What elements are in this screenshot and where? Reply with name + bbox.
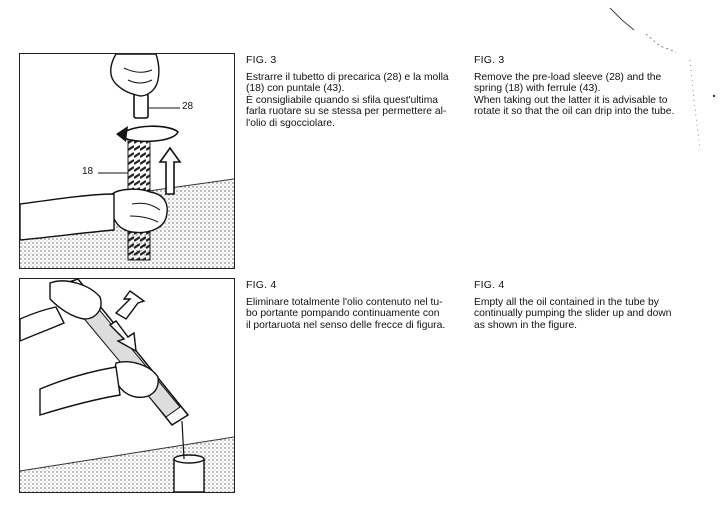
text-line: bo portante pompando continuamente con [246, 308, 440, 320]
text-line: Remove the pre-load sleeve (28) and the [474, 71, 662, 83]
text-line: as shown in the figure. [474, 319, 578, 331]
figure-4-italian-text [246, 280, 468, 331]
figure-4-english-text [474, 280, 710, 331]
text-line: farla ruotare su se stessa per permettere al- [246, 106, 447, 118]
lower-hand [112, 189, 167, 232]
figure-4-english-heading: FIG. 4 [474, 279, 505, 291]
figure-3-english-heading: FIG. 3 [474, 54, 505, 66]
text-line: Empty all the oil contained in the tube by [474, 296, 659, 308]
callout-28-label: 28 [182, 101, 194, 112]
text-line: È consigliabile quando si sfila quest'ultima [246, 94, 438, 106]
text-line: continually pumping the slider up and down [474, 308, 672, 320]
text-line: (18) con puntale (43). [246, 83, 345, 95]
rotation-arrow [122, 126, 178, 141]
oil-container [174, 459, 204, 492]
text-line: spring (18) with ferrule (43). [474, 83, 601, 95]
figure-4-drawing [20, 279, 234, 492]
text-line: When taking out the latter it is advisable to [474, 94, 668, 106]
figure-3-drawing [20, 54, 234, 268]
up-arrow [116, 291, 144, 319]
scan-artifact [600, 0, 720, 160]
text-line: Estrarre il tubetto di precarica (28) e la molla [246, 71, 449, 83]
callout-18-label: 18 [82, 166, 94, 177]
lower-hand [114, 362, 158, 398]
figure-4-illustration [19, 278, 235, 493]
text-line: rotate it so that the oil can drip into the tube. [474, 106, 675, 118]
figure-3-italian-text [246, 55, 468, 130]
text-line: il portaruota nel senso delle frecce di figura. [246, 319, 446, 331]
preload-sleeve-28 [134, 94, 148, 118]
figure-3-illustration [19, 53, 235, 269]
figure-3-italian-heading: FIG. 3 [246, 54, 277, 66]
figure-4-italian-heading: FIG. 4 [246, 279, 277, 291]
text-line: l'olio di sgocciolare. [246, 117, 335, 129]
upper-hand [111, 54, 159, 96]
text-line: Eliminare totalmente l'olio contenuto nel tu- [246, 296, 443, 308]
